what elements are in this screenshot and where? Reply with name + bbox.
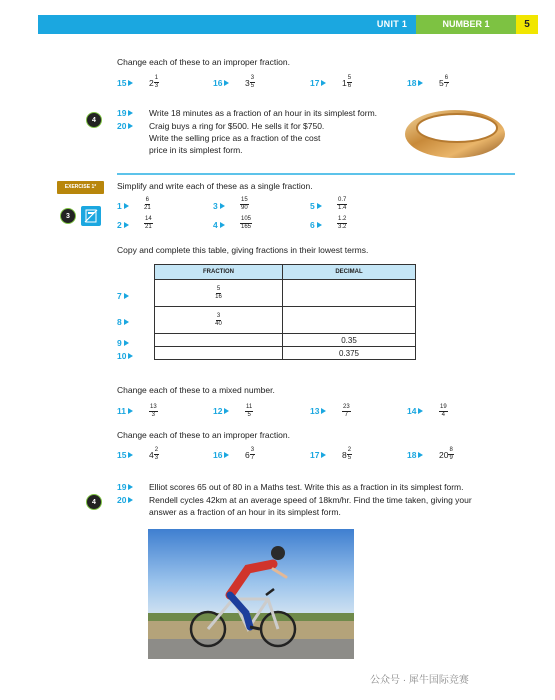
- question-number: 14: [407, 406, 423, 416]
- question-number: 16: [213, 78, 229, 88]
- question-number: 10: [117, 351, 133, 361]
- fraction: $\frac{15}{90}$: [241, 197, 248, 211]
- table-row: [155, 280, 416, 307]
- question-20b-line-2: answer as a fraction of an hour in its simplest form.: [149, 507, 341, 517]
- question-number: 19: [117, 482, 133, 492]
- decimal-cell[interactable]: 0.35: [283, 334, 416, 347]
- question-number: 2: [117, 220, 129, 230]
- difficulty-badge: 4: [86, 494, 102, 510]
- fraction: $\frac{105}{165}$: [241, 216, 252, 230]
- question-number: 15: [117, 450, 133, 460]
- fraction: $\frac{8}{9}$: [449, 447, 453, 461]
- table-row: [155, 347, 416, 360]
- fraction: $\frac{6}{21}$: [144, 197, 151, 211]
- question-number: 19: [117, 108, 133, 118]
- mixed-number: 4 $\frac{2}{3}$: [149, 447, 159, 461]
- question-number: 16: [213, 450, 229, 460]
- question-number: 18: [407, 78, 423, 88]
- question-number: 3: [213, 201, 225, 211]
- fraction: $\frac{6}{7}$: [444, 75, 449, 89]
- fraction-cell[interactable]: [155, 280, 283, 307]
- fraction-cell[interactable]: [155, 347, 283, 360]
- difficulty-badge: 3: [60, 208, 76, 224]
- fraction: $\frac{11}{5}$: [246, 404, 253, 418]
- question-20b-line-1: Rendell cycles 42km at an average speed of 18km/hr. Find the time taken, giving your: [149, 495, 472, 505]
- fraction: $\frac{0.7}{1.4}$: [338, 197, 347, 211]
- fraction: $\frac{3}{40}$: [215, 312, 222, 327]
- mixed-number: 6 $\frac{3}{7}$: [245, 447, 255, 461]
- question-number: 18: [407, 450, 423, 460]
- column-header-fraction: FRACTION: [155, 265, 283, 280]
- question-number: 11: [117, 406, 133, 416]
- mixed-number: 8 $\frac{2}{5}$: [342, 447, 352, 461]
- instruction-mixed: Change each of these to a mixed number.: [117, 385, 275, 395]
- table-row: [155, 334, 416, 347]
- question-number: 13: [310, 406, 326, 416]
- mixed-number: 2 $\frac{1}{3}$: [149, 75, 159, 89]
- fraction: $\frac{2}{5}$: [347, 447, 352, 461]
- fraction: $\frac{2}{3}$: [154, 447, 159, 461]
- instruction-simplify: Simplify and write each of these as a single fraction.: [117, 181, 313, 191]
- instruction-improper-1: Change each of these to an improper fraction.: [117, 57, 290, 67]
- question-number: 4: [213, 220, 225, 230]
- page-number: 5: [516, 15, 538, 34]
- question-number: 12: [213, 406, 229, 416]
- fraction-cell[interactable]: [155, 334, 283, 347]
- instruction-improper-2: Change each of these to an improper fraction.: [117, 430, 290, 440]
- fraction: $\frac{14}{21}$: [145, 216, 152, 230]
- question-number: 9: [117, 338, 129, 348]
- question-number: 20: [117, 121, 133, 131]
- question-19-text: Write 18 minutes as a fraction of an hour in its simplest form.: [149, 108, 378, 118]
- question-number: 5: [310, 201, 322, 211]
- fraction: $\frac{13}{3}$: [150, 404, 157, 418]
- question-number: 17: [310, 450, 326, 460]
- fraction: $\frac{3}{5}$: [250, 75, 255, 89]
- fraction: $\frac{1}{3}$: [154, 75, 159, 89]
- question-number: 8: [117, 317, 129, 327]
- section-divider: [117, 173, 515, 175]
- fraction: $\frac{3}{7}$: [250, 447, 255, 461]
- decimal-cell[interactable]: [283, 307, 416, 334]
- watermark: 公众号 · 犀牛国际竞赛: [370, 675, 469, 686]
- fraction: $\frac{1.2}{3.2}$: [338, 216, 347, 230]
- table-row: [155, 307, 416, 334]
- instruction-table: Copy and complete this table, giving fractions in their lowest terms.: [117, 245, 369, 255]
- mixed-number: 5 $\frac{6}{7}$: [439, 75, 449, 89]
- question-20-line-2: Write the selling price as a fraction of the cost: [149, 133, 321, 143]
- mixed-number: 20 $\frac{8}{9}$: [439, 447, 453, 461]
- mixed-number: 3 $\frac{3}{5}$: [245, 75, 255, 89]
- fraction: $\frac{5}{6}$: [347, 75, 352, 89]
- question-number: 1: [117, 201, 129, 211]
- question-20-line-3: price in its simplest form.: [149, 145, 243, 155]
- unit-label: UNIT 1: [368, 15, 416, 34]
- question-20-line-1: Craig buys a ring for $500. He sells it for $750.: [149, 121, 325, 131]
- fraction: $\frac{19}{4}$: [440, 404, 447, 418]
- calculator-icon: [81, 206, 101, 226]
- decimal-cell[interactable]: [283, 280, 416, 307]
- column-header-decimal: DECIMAL: [283, 265, 416, 280]
- question-number: 20: [117, 495, 133, 505]
- question-number: 7: [117, 291, 129, 301]
- decimal-cell[interactable]: 0.375: [283, 347, 416, 360]
- question-number: 15: [117, 78, 133, 88]
- question-number: 17: [310, 78, 326, 88]
- header-bar: [38, 15, 368, 34]
- gold-ring-image: [400, 104, 510, 164]
- difficulty-badge: 4: [86, 112, 102, 128]
- question-number: 6: [310, 220, 322, 230]
- section-label: NUMBER 1: [416, 15, 516, 34]
- mixed-number: 1 $\frac{5}{6}$: [342, 75, 352, 89]
- exercise-tag: EXERCISE 1*: [57, 181, 104, 194]
- fraction-decimal-table: [154, 264, 416, 360]
- cyclist-image: [148, 529, 354, 659]
- fraction-cell[interactable]: [155, 307, 283, 334]
- fraction: $\frac{5}{16}$: [215, 285, 222, 300]
- question-19b-text: Elliot scores 65 out of 80 in a Maths test. Write this as a fraction in its simplest form.: [149, 482, 464, 492]
- fraction: $\frac{23}{7}$: [343, 404, 350, 418]
